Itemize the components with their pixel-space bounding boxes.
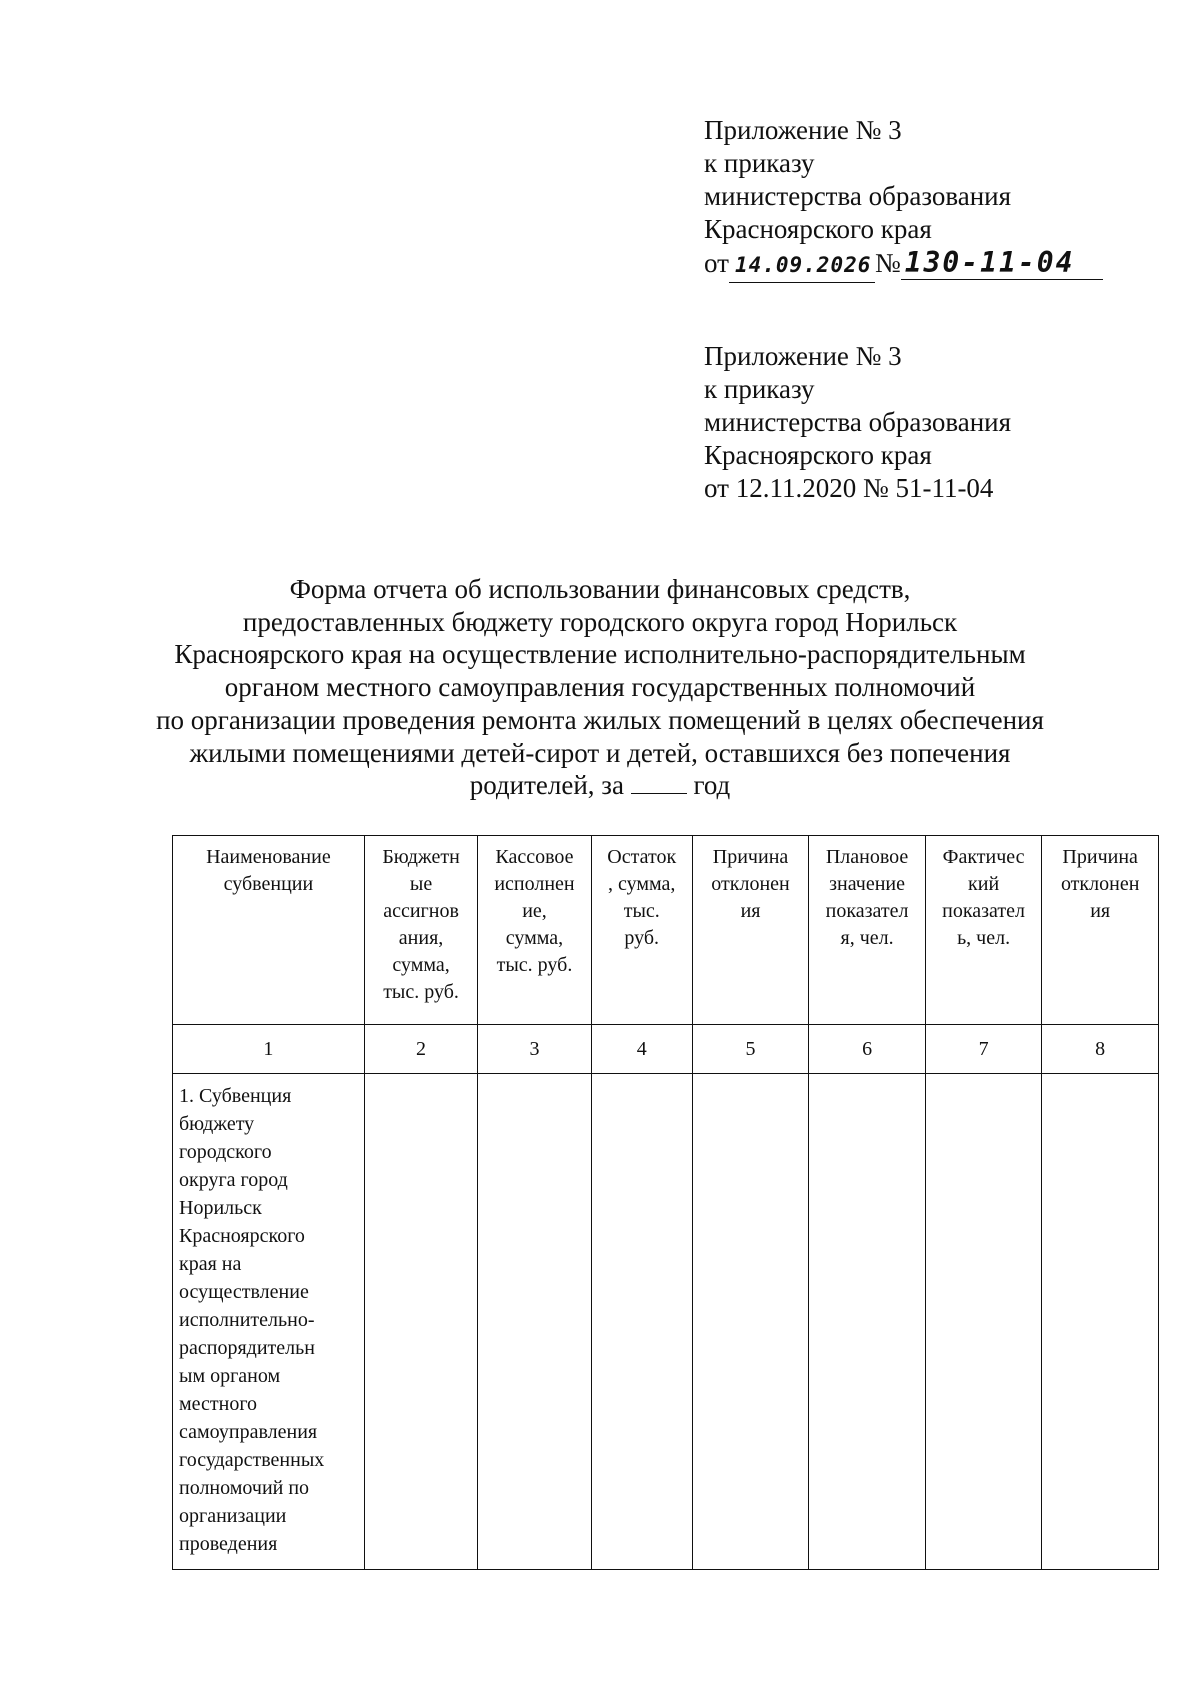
header-line: Плановое — [825, 846, 909, 868]
balance-cell[interactable] — [591, 1074, 692, 1570]
column-number-cell: 6 — [809, 1025, 926, 1074]
header-line: субвенции — [223, 873, 314, 895]
column-number-cell: 5 — [692, 1025, 809, 1074]
header-line: Бюджетн — [382, 846, 460, 868]
subvention-name-line: исполнительно- — [179, 1309, 315, 1331]
column-number-cell: 3 — [478, 1025, 591, 1074]
header-line: сумма, — [505, 927, 564, 949]
appendix-region: Красноярского края — [704, 214, 932, 244]
header-line: тыс. — [623, 900, 660, 922]
subvention-name-line: местного — [179, 1393, 258, 1415]
subvention-name-line: проведения — [179, 1533, 278, 1555]
header-line: показател — [825, 900, 909, 922]
header-line: Наименование — [206, 846, 331, 868]
header-line: ия — [740, 900, 761, 922]
deviation-reason-cell[interactable] — [692, 1074, 809, 1570]
appendix-header-current — [704, 114, 1103, 283]
appendix-header-previous — [704, 340, 1011, 505]
header-line: ассигнов — [383, 900, 459, 922]
table-header-row — [173, 836, 1159, 1025]
subvention-name-line: ым органом — [179, 1365, 281, 1387]
header-cell — [692, 836, 809, 1025]
title-year-prefix: родителей, за — [469, 770, 624, 801]
actual-value-cell[interactable] — [925, 1074, 1042, 1570]
header-line: Фактичес — [942, 846, 1025, 868]
subvention-name-line: государственных — [179, 1449, 325, 1471]
header-line: Кассовое — [495, 846, 574, 868]
subvention-name-line: бюджету — [179, 1113, 255, 1135]
column-number-cell: 2 — [364, 1025, 477, 1074]
appendix-ministry: министерства образования — [704, 407, 1012, 437]
header-line: Остаток — [607, 846, 677, 868]
order-number-label: № — [874, 248, 901, 278]
column-number-cell: 7 — [925, 1025, 1042, 1074]
header-line: ь, чел. — [957, 927, 1011, 949]
column-number-cell: 8 — [1042, 1025, 1159, 1074]
column-number-cell: 4 — [591, 1025, 692, 1074]
subvention-name-line: 1. Субвенция — [179, 1085, 292, 1107]
title-line: жилыми помещениями детей-сирот и детей, оставшихся без попечения — [189, 737, 1011, 768]
table-column-numbers-row — [173, 1025, 1159, 1074]
header-line: ие, — [522, 900, 547, 922]
title-line: органом местного самоуправления государственных полномочий — [224, 672, 976, 703]
header-line: тыс. руб. — [383, 981, 459, 1003]
header-line: Причина — [1062, 846, 1138, 868]
header-line: ые — [409, 873, 433, 895]
header-line: исполнен — [494, 873, 575, 895]
appendix-order-ref: к приказу — [704, 374, 815, 404]
year-blank-field[interactable] — [631, 773, 687, 794]
form-title — [150, 573, 1050, 802]
subvention-name-cell — [173, 1074, 365, 1570]
header-cell — [809, 836, 926, 1025]
header-cell — [591, 836, 692, 1025]
header-cell — [364, 836, 477, 1025]
indicator-deviation-reason-cell[interactable] — [1042, 1074, 1159, 1570]
table-row — [173, 1074, 1159, 1570]
subvention-name-line: организации — [179, 1505, 287, 1527]
header-line: Причина — [712, 846, 789, 868]
title-line-year — [150, 769, 1050, 802]
header-line: ия — [1090, 900, 1111, 922]
appendix-order-date-number: от 12.11.2020 № 51-11-04 — [704, 473, 994, 503]
header-cell — [478, 836, 591, 1025]
subvention-name-line: Красноярского — [179, 1225, 305, 1247]
subvention-name-line: края на — [179, 1253, 242, 1275]
handwritten-order-number: 130-11-04 — [901, 246, 1103, 280]
header-line: кий — [968, 873, 1000, 895]
header-line: показател — [942, 900, 1026, 922]
cash-execution-cell[interactable] — [478, 1074, 591, 1570]
header-line: сумма, — [392, 954, 450, 976]
subvention-name-line: городского — [179, 1141, 272, 1163]
header-cell — [1042, 836, 1159, 1025]
subvention-name-line: полномочий по — [179, 1477, 310, 1499]
header-line: , сумма, — [608, 873, 676, 895]
appendix-title: Приложение № 3 — [704, 115, 902, 145]
header-line: руб. — [624, 927, 660, 949]
subvention-name-line: самоуправления — [179, 1421, 318, 1443]
header-cell — [925, 836, 1042, 1025]
header-line: отклонен — [711, 873, 790, 895]
title-line: предоставленных бюджету городского округа город Норильск — [242, 606, 958, 637]
header-line: отклонен — [1060, 873, 1140, 895]
header-line: значение — [829, 873, 906, 895]
report-table — [172, 835, 1159, 1570]
subvention-name-line: округа город — [179, 1169, 288, 1191]
title-line: по организации проведения ремонта жилых помещений в целях обеспечения — [156, 704, 1044, 735]
title-line: Красноярского края на осуществление исполнительно-распорядительным — [174, 639, 1026, 670]
order-from-label: от — [704, 248, 729, 278]
title-year-suffix: год — [693, 770, 731, 801]
appendix-ministry: министерства образования — [704, 181, 1012, 211]
header-cell — [173, 836, 365, 1025]
subvention-name-line: Норильск — [179, 1197, 262, 1219]
appendix-order-ref: к приказу — [704, 148, 815, 178]
header-line: ания, — [398, 927, 444, 949]
appendix-order-date-number — [704, 246, 1103, 283]
planned-value-cell[interactable] — [809, 1074, 926, 1570]
appendix-title: Приложение № 3 — [704, 341, 902, 371]
header-line: я, чел. — [840, 927, 894, 949]
budget-allocations-cell[interactable] — [364, 1074, 477, 1570]
appendix-region: Красноярского края — [704, 440, 932, 470]
header-line: тыс. руб. — [496, 954, 573, 976]
handwritten-order-date: 14.09.2026 — [729, 249, 875, 283]
subvention-name-line: осуществление — [179, 1281, 309, 1303]
subvention-name-line: распорядительн — [179, 1337, 315, 1359]
title-line: Форма отчета об использовании финансовых средств, — [289, 574, 911, 604]
column-number-cell: 1 — [173, 1025, 365, 1074]
